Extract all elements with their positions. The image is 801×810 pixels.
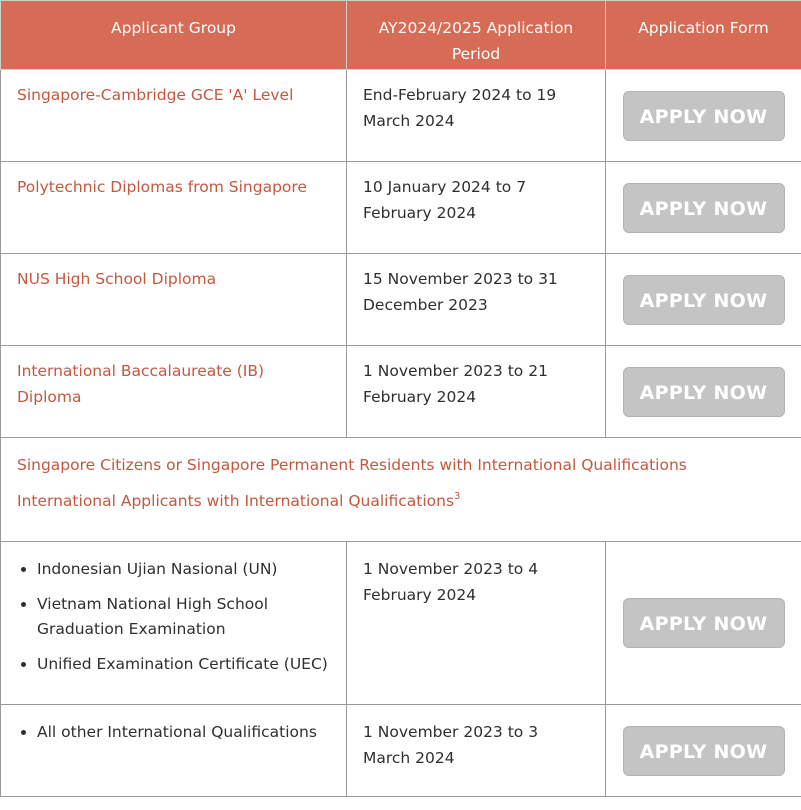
applicant-group-link[interactable]: Singapore-Cambridge GCE 'A' Level [17,86,294,104]
sc-spr-international-link[interactable]: Singapore Citizens or Singapore Permanent Residents with International Qualifications [17,456,687,474]
applicant-group-link[interactable]: International Baccalaureate (IB) Diploma [17,362,265,406]
apply-now-button[interactable]: APPLY NOW [623,598,785,648]
apply-now-button[interactable]: APPLY NOW [623,367,785,417]
application-period-cell: 1 November 2023 to 21 February 2024 [347,346,606,438]
applicant-group-cell [1,162,347,254]
footnote-marker: 3 [454,491,461,502]
applicant-group-cell [1,346,347,438]
table-row [1,70,801,162]
applicant-group-cell [1,254,347,346]
qualification-list-cell [1,705,347,797]
application-form-cell [606,162,801,254]
header-application-form: Application Form [606,1,801,70]
application-form-cell [606,254,801,346]
list-item: • Unified Examination Certificate (UEC) [37,652,330,678]
table-row [1,162,801,254]
apply-now-button[interactable]: APPLY NOW [623,726,785,776]
international-applicants-label: International Applicants with International Qualifications [17,492,455,510]
header-application-period: AY2024/2025 Application Period [347,1,606,70]
international-section-row [1,438,801,542]
list-item: • All other International Qualifications [37,720,330,746]
applicant-group-cell [1,70,347,162]
application-period-cell: 15 November 2023 to 31 December 2023 [347,254,606,346]
list-item: • Vietnam National High School Graduation Examination [37,592,330,643]
application-form-cell [606,346,801,438]
application-period-cell: 1 November 2023 to 4 February 2024 [347,542,606,705]
qualification-list-cell [1,542,347,705]
application-form-cell [606,70,801,162]
apply-now-button[interactable]: APPLY NOW [623,183,785,233]
header-applicant-group: Applicant Group [1,1,347,70]
applicant-group-link[interactable]: NUS High School Diploma [17,270,217,288]
qualification-list [17,557,330,677]
list-item: • Indonesian Ujian Nasional (UN) [37,557,330,583]
qualification-list [17,720,330,746]
apply-now-button[interactable]: APPLY NOW [623,275,785,325]
application-period-cell: 1 November 2023 to 3 March 2024 [347,705,606,797]
table-row [1,705,801,797]
international-applicants-link[interactable] [17,488,785,514]
table-row [1,346,801,438]
application-period-cell: End-February 2024 to 19 March 2024 [347,70,606,162]
table-header [1,1,801,70]
table-row [1,254,801,346]
applicant-group-link[interactable]: Polytechnic Diplomas from Singapore [17,178,307,196]
application-form-cell [606,705,801,797]
international-section-cell [1,438,801,542]
table-row [1,542,801,705]
application-period-cell: 10 January 2024 to 7 February 2024 [347,162,606,254]
apply-now-button[interactable]: APPLY NOW [623,91,785,141]
application-form-cell [606,542,801,705]
